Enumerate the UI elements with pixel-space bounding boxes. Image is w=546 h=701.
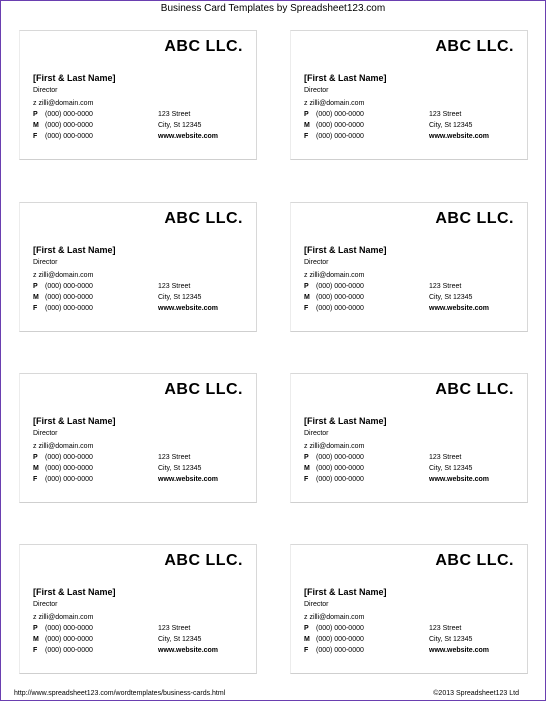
fax-value: (000) 000-0000 xyxy=(45,133,93,140)
phone-label: P xyxy=(33,283,38,290)
company-name: ABC LLC. xyxy=(164,381,243,398)
mobile-label: M xyxy=(33,636,39,643)
company-name: ABC LLC. xyxy=(435,38,514,55)
phone-value: (000) 000-0000 xyxy=(45,283,93,290)
email-text: z zilli@domain.com xyxy=(33,614,94,621)
phone-value: (000) 000-0000 xyxy=(45,454,93,461)
fax-label: F xyxy=(33,647,38,654)
phone-value: (000) 000-0000 xyxy=(45,625,93,632)
city-address: City, St 12345 xyxy=(158,636,202,643)
person-name: [First & Last Name] xyxy=(304,73,387,83)
person-name: [First & Last Name] xyxy=(304,245,387,255)
website-link[interactable]: www.website.com xyxy=(429,133,490,140)
phone-label: P xyxy=(33,454,38,461)
fax-label: F xyxy=(304,133,309,140)
phone-row xyxy=(304,283,524,293)
website-link[interactable]: www.website.com xyxy=(158,647,219,654)
job-title: Director xyxy=(304,259,329,266)
job-title: Director xyxy=(33,601,58,608)
mobile-value: (000) 000-0000 xyxy=(45,636,93,643)
fax-label: F xyxy=(33,133,38,140)
city-address: City, St 12345 xyxy=(429,636,473,643)
company-name: ABC LLC. xyxy=(435,210,514,227)
fax-value: (000) 000-0000 xyxy=(316,476,364,483)
phone-label: P xyxy=(33,111,38,118)
email-text: z zilli@domain.com xyxy=(304,443,365,450)
website-link[interactable]: www.website.com xyxy=(158,133,219,140)
phone-value: (000) 000-0000 xyxy=(316,625,364,632)
fax-value: (000) 000-0000 xyxy=(316,133,364,140)
business-card[interactable] xyxy=(19,202,257,332)
fax-row xyxy=(304,305,524,315)
email-text: z zilli@domain.com xyxy=(304,272,365,279)
fax-label: F xyxy=(33,476,38,483)
fax-label: F xyxy=(33,305,38,312)
website-link[interactable]: www.website.com xyxy=(429,647,490,654)
person-name: [First & Last Name] xyxy=(33,245,116,255)
email-text: z zilli@domain.com xyxy=(304,614,365,621)
person-name: [First & Last Name] xyxy=(33,587,116,597)
company-name: ABC LLC. xyxy=(435,552,514,569)
job-title: Director xyxy=(304,601,329,608)
mobile-label: M xyxy=(304,465,310,472)
person-name: [First & Last Name] xyxy=(33,73,116,83)
business-card[interactable] xyxy=(290,202,528,332)
street-address: 123 Street xyxy=(429,283,462,290)
fax-value: (000) 000-0000 xyxy=(316,305,364,312)
street-address: 123 Street xyxy=(429,111,462,118)
website-link[interactable]: www.website.com xyxy=(158,476,219,483)
mobile-value: (000) 000-0000 xyxy=(45,122,93,129)
website-link[interactable]: www.website.com xyxy=(429,305,490,312)
fax-value: (000) 000-0000 xyxy=(316,647,364,654)
company-name: ABC LLC. xyxy=(435,381,514,398)
mobile-row xyxy=(304,636,524,646)
phone-row xyxy=(304,625,524,635)
fax-row xyxy=(33,133,253,143)
email-text: z zilli@domain.com xyxy=(33,443,94,450)
mobile-label: M xyxy=(304,122,310,129)
business-card[interactable] xyxy=(19,544,257,674)
city-address: City, St 12345 xyxy=(429,465,473,472)
city-address: City, St 12345 xyxy=(429,122,473,129)
phone-row xyxy=(33,454,253,464)
person-name: [First & Last Name] xyxy=(304,587,387,597)
street-address: 123 Street xyxy=(429,454,462,461)
city-address: City, St 12345 xyxy=(429,294,473,301)
fax-row xyxy=(33,647,253,657)
fax-value: (000) 000-0000 xyxy=(45,647,93,654)
business-card[interactable] xyxy=(19,30,257,160)
phone-row xyxy=(304,454,524,464)
phone-value: (000) 000-0000 xyxy=(316,283,364,290)
website-link[interactable]: www.website.com xyxy=(429,476,490,483)
page-title: Business Card Templates by Spreadsheet123.com xyxy=(160,3,386,14)
mobile-value: (000) 000-0000 xyxy=(316,294,364,301)
street-address: 123 Street xyxy=(429,625,462,632)
phone-row xyxy=(33,283,253,293)
job-title: Director xyxy=(33,430,58,437)
city-address: City, St 12345 xyxy=(158,122,202,129)
mobile-value: (000) 000-0000 xyxy=(316,122,364,129)
job-title: Director xyxy=(304,430,329,437)
website-link[interactable]: www.website.com xyxy=(158,305,219,312)
phone-label: P xyxy=(33,625,38,632)
fax-row xyxy=(304,476,524,486)
fax-label: F xyxy=(304,647,309,654)
person-name: [First & Last Name] xyxy=(304,416,387,426)
fax-label: F xyxy=(304,476,309,483)
mobile-label: M xyxy=(304,636,310,643)
mobile-row xyxy=(33,122,253,132)
phone-row xyxy=(33,111,253,121)
mobile-value: (000) 000-0000 xyxy=(316,636,364,643)
city-address: City, St 12345 xyxy=(158,465,202,472)
mobile-value: (000) 000-0000 xyxy=(45,294,93,301)
person-name: [First & Last Name] xyxy=(33,416,116,426)
company-name: ABC LLC. xyxy=(164,210,243,227)
mobile-row xyxy=(304,122,524,132)
street-address: 123 Street xyxy=(158,625,191,632)
business-card[interactable] xyxy=(19,373,257,503)
company-name: ABC LLC. xyxy=(164,38,243,55)
mobile-row xyxy=(304,465,524,475)
phone-label: P xyxy=(304,454,309,461)
mobile-label: M xyxy=(33,122,39,129)
phone-label: P xyxy=(304,283,309,290)
job-title: Director xyxy=(33,87,58,94)
phone-value: (000) 000-0000 xyxy=(316,111,364,118)
company-name: ABC LLC. xyxy=(164,552,243,569)
street-address: 123 Street xyxy=(158,283,191,290)
mobile-value: (000) 000-0000 xyxy=(45,465,93,472)
fax-row xyxy=(33,305,253,315)
business-card[interactable] xyxy=(290,544,528,674)
fax-value: (000) 000-0000 xyxy=(45,476,93,483)
email-text: z zilli@domain.com xyxy=(33,100,94,107)
fax-row xyxy=(33,476,253,486)
street-address: 123 Street xyxy=(158,454,191,461)
fax-value: (000) 000-0000 xyxy=(45,305,93,312)
email-text: z zilli@domain.com xyxy=(33,272,94,279)
fax-row xyxy=(304,647,524,657)
business-card[interactable] xyxy=(290,30,528,160)
city-address: City, St 12345 xyxy=(158,294,202,301)
job-title: Director xyxy=(304,87,329,94)
footer-url[interactable]: http://www.spreadsheet123.com/wordtemplates/business-cards.html xyxy=(14,690,226,697)
phone-row xyxy=(33,625,253,635)
mobile-row xyxy=(33,636,253,646)
mobile-row xyxy=(33,294,253,304)
fax-label: F xyxy=(304,305,309,312)
phone-value: (000) 000-0000 xyxy=(45,111,93,118)
street-address: 123 Street xyxy=(158,111,191,118)
business-card[interactable] xyxy=(290,373,528,503)
mobile-value: (000) 000-0000 xyxy=(316,465,364,472)
fax-row xyxy=(304,133,524,143)
job-title: Director xyxy=(33,259,58,266)
mobile-row xyxy=(33,465,253,475)
phone-label: P xyxy=(304,111,309,118)
mobile-label: M xyxy=(304,294,310,301)
mobile-row xyxy=(304,294,524,304)
mobile-label: M xyxy=(33,465,39,472)
email-text: z zilli@domain.com xyxy=(304,100,365,107)
mobile-label: M xyxy=(33,294,39,301)
phone-row xyxy=(304,111,524,121)
footer-copyright: ©2013 Spreadsheet123 Ltd xyxy=(433,690,519,697)
phone-value: (000) 000-0000 xyxy=(316,454,364,461)
phone-label: P xyxy=(304,625,309,632)
